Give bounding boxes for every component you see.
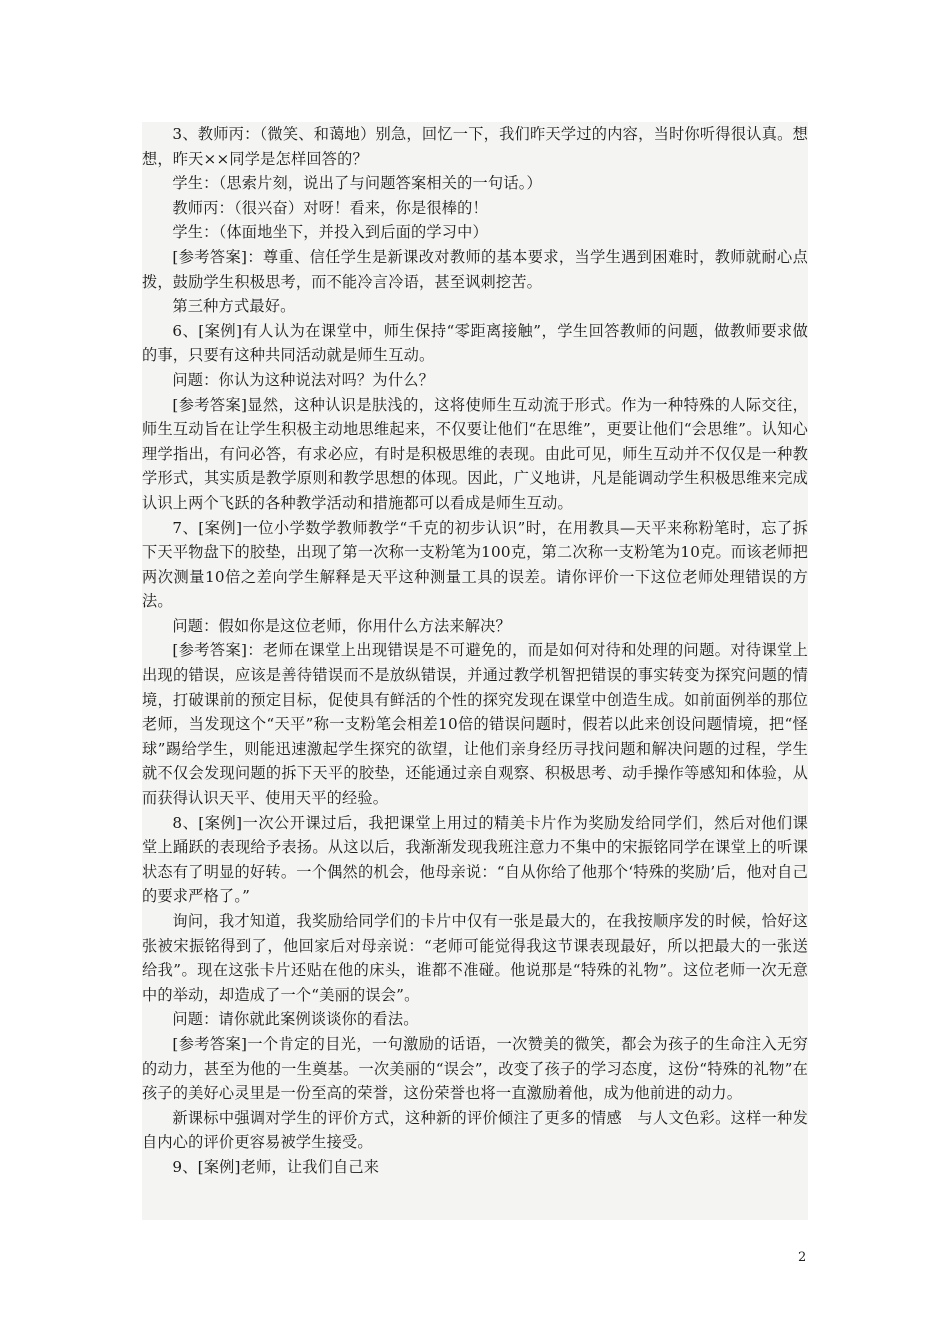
paragraph: 问题：请你就此案例谈谈你的看法。 bbox=[172, 1010, 419, 1029]
paragraph: 学生：（思索片刻，说出了与问题答案相关的一句话。） bbox=[172, 174, 542, 193]
paragraph: 3、教师丙：（微笑、和蔼地）别急，回忆一下，我们昨天学过的内容，当时你听得很认真。想想，昨天××同学是怎样回答的？ bbox=[142, 125, 808, 168]
paragraph: 6、[案例]有人认为在课堂中，师生保持“零距离接触”，学生回答教师的问题，做教师要求做的事，只要有这种共同活动就是师生互动。 bbox=[142, 321, 808, 365]
paragraph: 教师丙：（很兴奋）对呀！看来，你是很棒的！ bbox=[172, 198, 488, 217]
paragraph: [参考答案]：尊重、信任学生是新课改对教师的基本要求，当学生遇到困难时，教师就耐心点拨，鼓励学生积极思考，而不能冷言冷语，甚至讽刺挖苦。 bbox=[142, 247, 808, 291]
paragraph: 7、[案例]一位小学数学教师教学“千克的初步认识”时，在用教具—天平来称粉笔时，忘了拆下天平物盘下的胶垫，出现了第一次称一支粉笔为100克，第二次称一支粉笔为10克。而该老师把两次测量10倍之差向学生解释是天平这种测量工具的误差。请你评价一下这位老师处理错误的方法。 bbox=[142, 518, 808, 611]
paragraph: 学生：（体面地坐下，并投入到后面的学习中） bbox=[172, 223, 488, 242]
paragraph: 8、[案例]一次公开课过后，我把课堂上用过的精美卡片作为奖励发给同学们，然后对他们课堂上踊跃的表现给予表扬。从这以后，我渐渐发现我班注意力不集中的宋振铭同学在课堂上的听课状态有了明显的好转。一个偶然的机会，他母亲说：“自从你给了他那个‘特殊的奖励’后，他对自己的要求严格了。” bbox=[142, 813, 808, 906]
paragraph: 问题：你认为这种说法对吗？为什么？ bbox=[172, 370, 434, 389]
paragraph: 询问，我才知道，我奖励给同学们的卡片中仅有一张是最大的，在我按顺序发的时候，恰好这张被宋振铭得到了，他回家后对母亲说：“老师可能觉得我这节课表现最好，所以把最大的一张送给我”。现在这张卡片还贴在他的床头，谁都不准碰。他说那是“特殊的礼物”。这位老师一次无意中的举动，却造成了一个“美丽的误会”。 bbox=[142, 912, 808, 1004]
paragraph: 第三种方式最好。 bbox=[172, 297, 296, 316]
paragraph: [参考答案]：老师在课堂上出现错误是不可避免的，而是如何对待和处理的问题。对待课堂上出现的错误，应该是善待错误而不是放纵错误，并通过教学机智把错误的事实转变为探究问题的情境，打破课前的预定目标，促使具有鲜活的个性的探究发现在课堂中创造生成。如前面例举的那位老师，当发现这个“天平”称一支粉笔会相差10倍的错误问题时，假若以此来创设问题情境，把“怪球”踢给学生，则能迅速激起学生探究的欲望，让他们亲身经历寻找问题和解决问题的过程，学生就不仅会发现问题的拆下天平的胶垫，还能通过亲自观察、积极思考、动手操作等感知和体验，从而获得认识天平、使用天平的经验。 bbox=[142, 641, 808, 808]
page-number: 2 bbox=[798, 1250, 807, 1265]
document-body bbox=[142, 122, 808, 1220]
paragraph: [参考答案]显然，这种认识是肤浅的，这将使师生互动流于形式。作为一种特殊的人际交往，师生互动旨在让学生积极主动地思维起来，不仅要让他们“在思维”，更要让他们“会思维”。认知心理学指出，有问必答，有求必应，有时是积极思维的表现。由此可见，师生互动并不仅仅是一种教学形式，其实质是教学原则和教学思想的体现。因此，广义地讲，凡是能调动学生积极思维来完成认识上两个飞跃的各种教学活动和措施都可以看成是师生互动。 bbox=[142, 395, 808, 512]
paragraph: 问题：假如你是这位老师，你用什么方法来解决？ bbox=[172, 616, 511, 635]
paragraph: 新课标中强调对学生的评价方式，这种新的评价倾注了更多的情感 与人文色彩。这样一种发自内心的评价更容易被学生接受。 bbox=[142, 1108, 808, 1152]
paragraph: 9、[案例]老师，让我们自己来 bbox=[172, 1157, 380, 1176]
paragraph: [参考答案]一个肯定的目光，一句激励的话语，一次赞美的微笑，都会为孩子的生命注入无穷的动力，甚至为他的一生奠基。一次美丽的“误会”，改变了孩子的学习态度，这份“特殊的礼物”在孩子的美好心灵里是一份至高的荣誉，这份荣誉也将一直激励着他，成为他前进的动力。 bbox=[142, 1034, 808, 1103]
